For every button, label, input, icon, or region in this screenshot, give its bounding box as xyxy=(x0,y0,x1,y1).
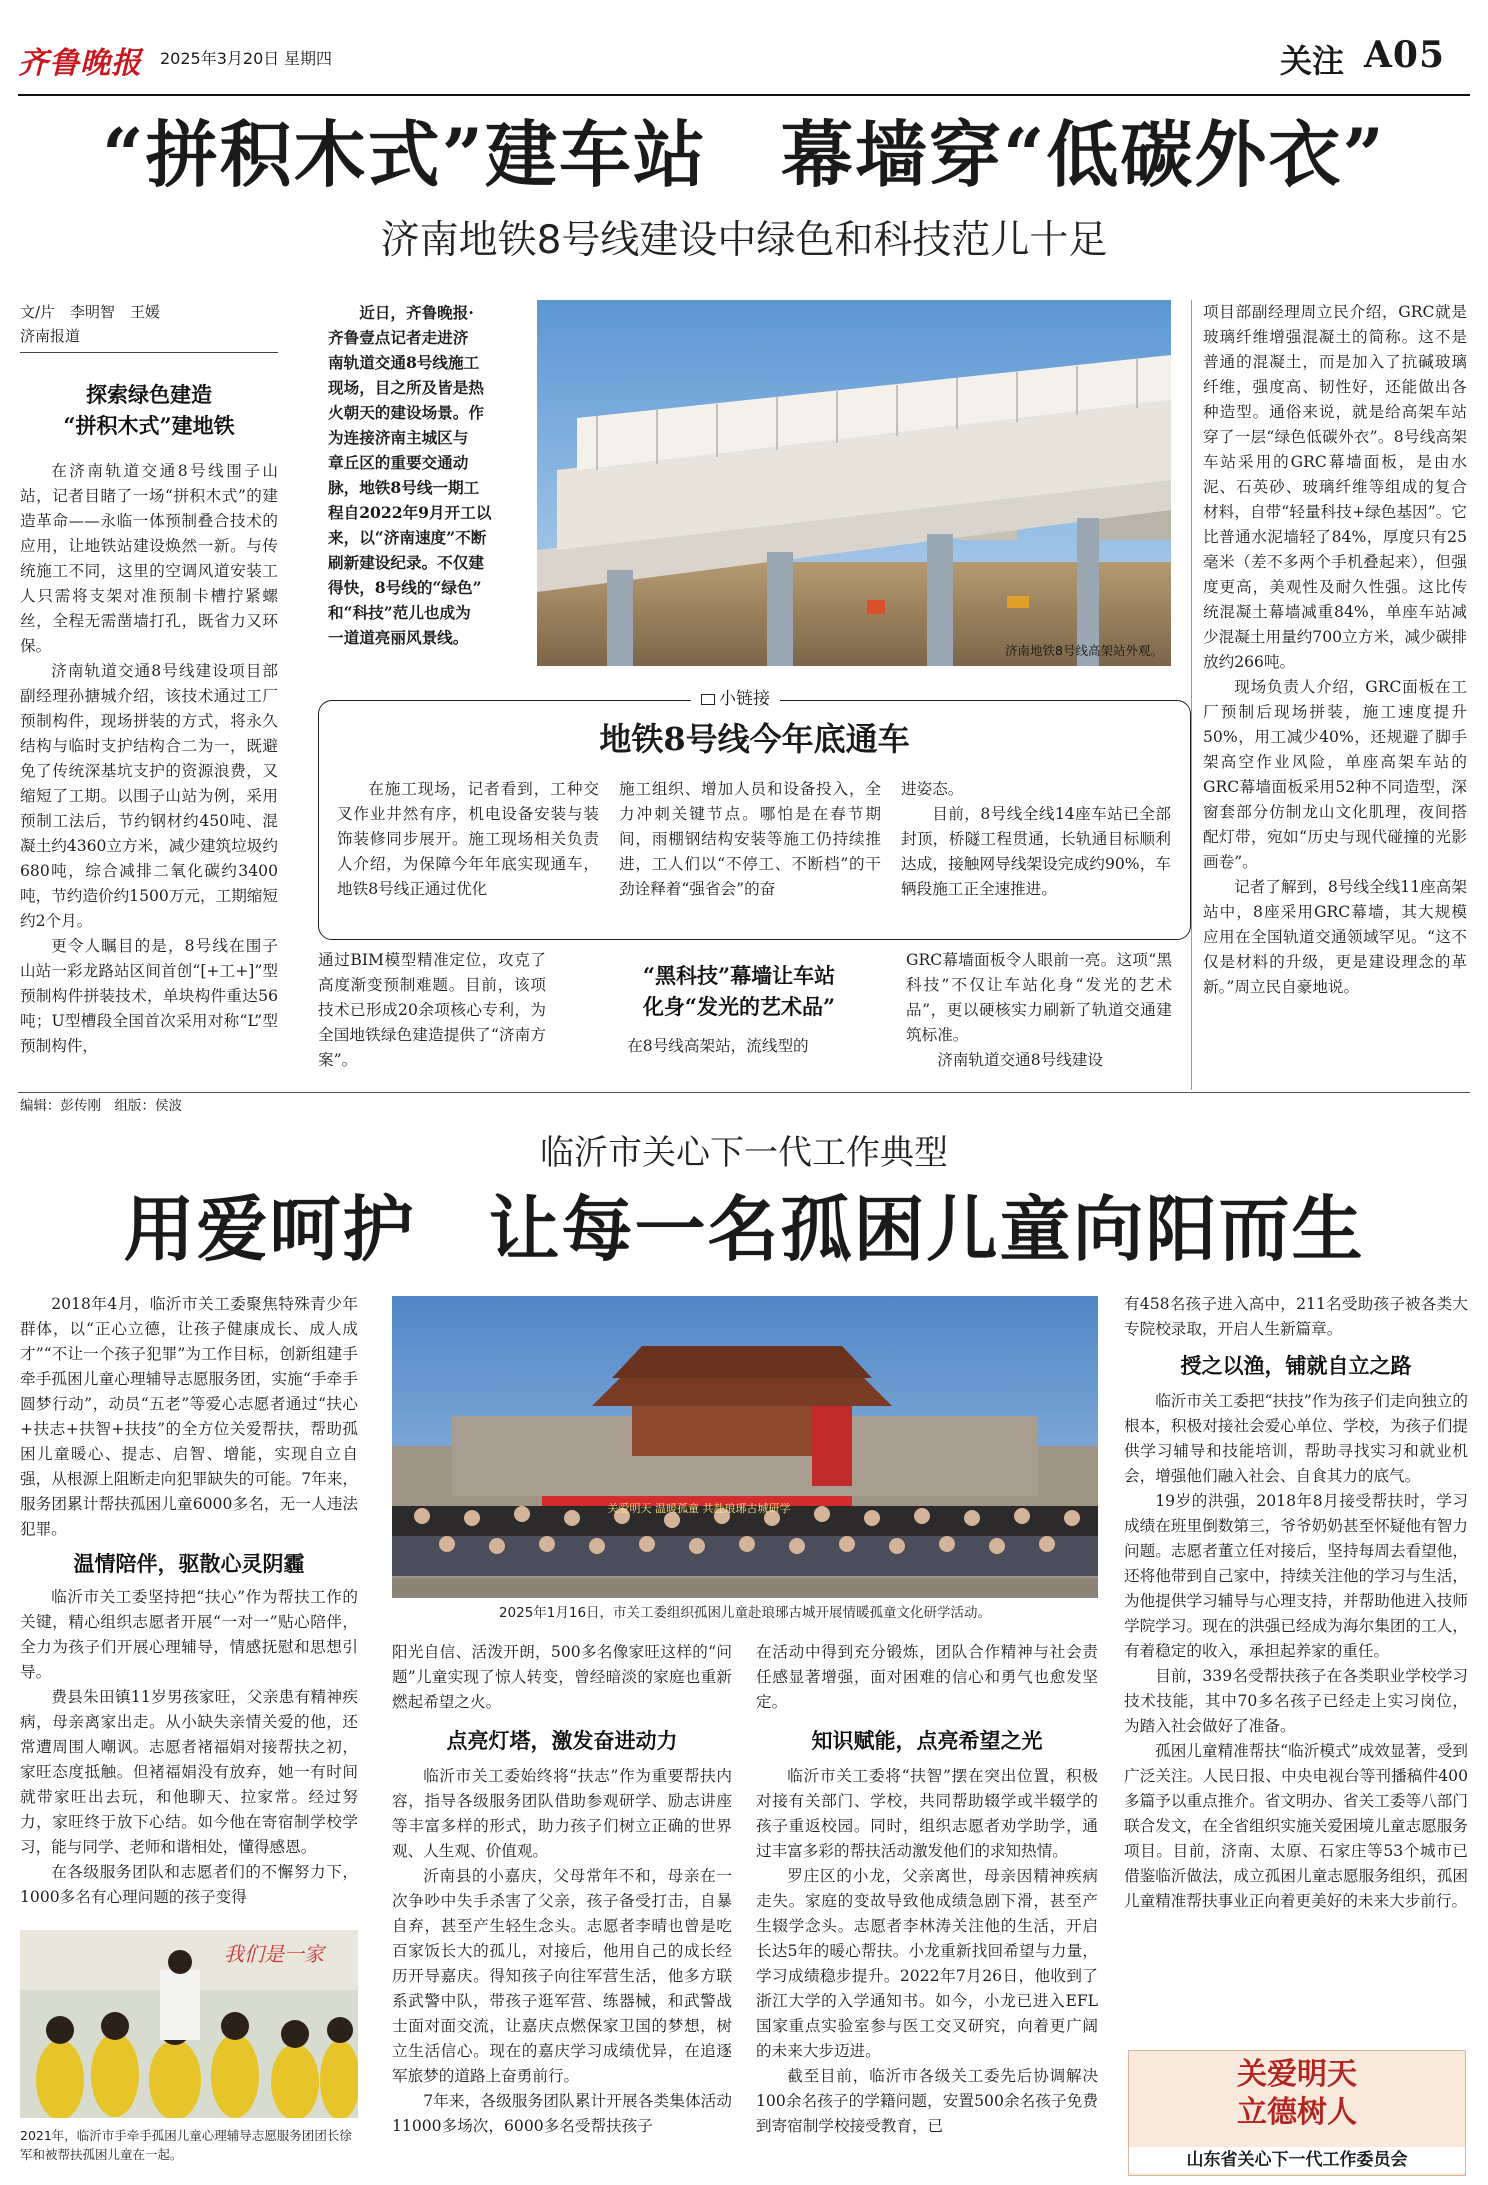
photo-caption-2: 2025年1月16日，市关工委组织孤困儿童赴琅琊古城开展情暖孤童文化研学活动。 xyxy=(498,1605,992,1621)
paragraph: 在济南轨道交通8号线围子山站，记者目睹了一场“拼积木式”的建造革命——永临一体预制叠合技术的应用，让地铁站建设焕然一新。与传统施工不同，这里的空调风道安装工人只需将支架对准预制卡槽拧紧螺丝，全程无需凿墙打孔，既省力又环保。 xyxy=(20,462,278,655)
box-tag: 小链接 xyxy=(691,687,780,711)
paragraph: 记者了解到，8号线全线11座高架站中，8座采用GRC幕墙，其大规模应用在全国轨道交通领域罕见。“这不仅是材料的升级，更是建设理念的革新。”周立民自豪地说。 xyxy=(1203,878,1467,996)
newspaper-logo: 齐鲁晚报 xyxy=(18,46,142,81)
section-name: 关注 xyxy=(1280,42,1345,80)
paragraph: 济南轨道交通8号线建设项目部副经理孙搪城介绍，该技术通过工厂预制构件，现场拼装的方式，将永久结构与临时支护结构合二为一，既避免了传统深基坑支护的资源浪费，又缩短了工期。以围子山站为例，采用预制工法后，节约钢材约450吨、混凝土约4360立方米，减少建筑垃圾约680吨，综合减排二氧化碳约3400吨，节约造价约1500万元，工期缩短约2个月。 xyxy=(20,662,278,930)
story2-colC: 在活动中得到充分锻炼，团队合作精神与社会责任感显著增强，面对困难的信心和勇气也愈发坚定。 知识赋能，点亮希望之光 临沂市关工委将“扶智”摆在突出位置，积极对接有关部门、学校，共同帮助辍学或半辍学的孩子重返校园。同时，组织志愿者劝学助学，通过丰富多彩的帮扶活动激发他们的求知热情。 罗庄区的小龙，父亲离世，母亲因精神疾病走失。家庭的变故导致他成绩急剧下滑，甚至产生辍学念头。志愿者李林涛关注他的生活，开启长达5年的暖心帮扶。小龙重新找回希望与力量，学习成绩稳步提升。2022年7月26日，他收到了浙江大学的入学通知书。如今，小龙已进入EFL国家重点实验室参与医工交叉研究，向着更广阔的未来大步迈进。 截至目前，临沂市各级关工委先后协调解决100余名孩子的学籍问题，安置500余名孩子免费到寄宿制学校接受教育，已 xyxy=(756,1643,1098,2135)
masthead xyxy=(18,32,1470,92)
volunteer-children-photo xyxy=(20,1930,358,2118)
story1-col3: “黑科技”幕墙让车站 化身“发光的艺术品” 在8号线高架站，流线型的 xyxy=(596,960,882,1059)
subhead-3: 温情陪伴，驱散心灵阴霾 xyxy=(73,1551,305,1576)
group-banner-text: 关爱明天 温暖孤童 共赴琅琊古城研学 xyxy=(607,1502,791,1515)
story2-headline: 用爱呵护 让每一名孤困儿童向阳而生 xyxy=(123,1187,1365,1271)
story1-lead: 近日，齐鲁晚报· 齐鲁壹点记者走进济 南轨道交通8号线施工 现场，目之所及皆是热 火朝天的建设场景。作 为连接济南主城区与 章丘区的重要交通动 脉，地铁8号线一期工 程自2022年9月开工以 来，以“济南速度”不断 刷新建设纪录。不仅建 得快，8号线的“绿色” 和“科技”范儿也成为 一道道亮丽风景线。 xyxy=(328,303,492,647)
editor-line: 编辑：彭传刚 组版：侯波 xyxy=(20,1098,182,1114)
ad-footer: 山东省关心下一代工作委员会 xyxy=(1129,2147,1465,2173)
link-icon xyxy=(701,694,715,705)
sidebar-box xyxy=(318,689,1191,940)
box-col3: 进姿态。 目前，8号线全线14座车站已全部封顶，桥隧工程贯通，长轨通目标顺利达成，接触网导线架设完成约90%，车辆段施工正全速推进。 xyxy=(901,780,1171,898)
masthead-rule xyxy=(18,94,1470,96)
paragraph: 项目部副经理周立民介绍，GRC就是玻璃纤维增强混凝土的简称。这不是普通的混凝土，而是加入了抗碱玻璃纤维，强度高、韧性好，还能做出各种造型。通俗来说，就是给高架车站穿了一层“绿色低碳外衣”。8号线高架车站采用的GRC幕墙面板，是由水泥、石英砂、玻璃纤维等组成的复合材料，自带“轻量科技+绿色基因”。它比普通水泥墙轻了84%，厚度只有25毫米（差不多两个手机叠起来），但强度更高，美观性及耐久性强。这比传统混凝土幕墙减重84%，单座车站减少混凝土用量约700立方米，减少碳排放约266吨。 xyxy=(1203,303,1467,671)
column-rule xyxy=(1191,300,1192,1090)
story1-col4-tail: GRC幕墙面板令人眼前一亮。这项“黑科技”不仅让车站化身“发光的艺术品”，更以硬核实力刷新了轨道交通建筑标准。 济南轨道交通8号线建设 xyxy=(906,951,1172,1069)
ad-heading-line1: 关爱明天 xyxy=(1237,2057,1357,2092)
story1-subheadline: 济南地铁8号线建设中绿色和科技范儿十足 xyxy=(380,218,1108,263)
photo-caption: 济南地铁8号线高架站外观。 xyxy=(1005,643,1163,658)
metro-station-photo xyxy=(537,300,1171,666)
subhead-4: 点亮灯塔，激发奋进动力 xyxy=(446,1728,678,1753)
page-number: A05 xyxy=(1364,34,1446,76)
wall-slogan: 我们是一家 xyxy=(224,1942,324,1966)
issue-date: 2025年3月20日 xyxy=(160,49,280,68)
story2-colD: 有458名孩子进入高中，211名受助孩子被各类大专院校录取，开启人生新篇章。 授之以渔，铺就自立之路 临沂市关工委把“扶技”作为孩子们走向独立的根本，积极对接社会爱心单位、学校，为孩子们提供学习辅导和技能培训，帮助寻找实习和就业机会，增强他们融入社会、自食其力的底气。 19岁的洪强，2018年8月接受帮扶时，学习成绩在班里倒数第三，爷爷奶奶甚至怀疑他有智力问题。志愿者董立任对接后，坚持每周去看望他，还将他带到自己家中，持续关注他的学习与生活，为他提供学习辅导与心理支持，并帮助他进入技师学院学习。现在的洪强已经成为海尔集团的工人，有着稳定的收入，承担起养家的重任。 目前，339名受帮扶孩子在各类职业学校学习技术技能，其中70多名孩子已经走上实习岗位，为踏入社会做好了准备。 孤困儿童精准帮扶“临沂模式”成效显著，受到广泛关注。人民日报、中央电视台等刊播稿件400多篇予以重点推介。省文明办、省关工委等八部门联合发文，在全省组织实施关爱困境儿童志愿服务项目。目前，济南、太原、石家庄等53个城市已借鉴临沂做法，成立孤困儿童志愿服务组织，孤困儿童精准帮扶事业正向着更美好的未来大步前行。 xyxy=(1124,1295,1468,1910)
story2-colB: 阳光自信、活泼开朗，500多名像家旺这样的“问题”儿童实现了惊人转变，曾经暗淡的家庭也重新燃起希望之火。 点亮灯塔，激发奋进动力 临沂市关工委始终将“扶志”作为重要帮扶内容，指导各级服务团队借助参观研学、励志讲座等丰富多样的形式，助力孩子们树立正确的世界观、人生观、价值观。 沂南县的小嘉庆，父母常年不和，母亲在一次争吵中失手杀害了父亲，孩子备受打击，自暴自弃，甚至产生轻生念头。志愿者李晴也曾是吃百家饭长大的孤儿，对接后，他用自己的成长经历开导嘉庆。得知孩子向往军营生活，他多方联系武警中队，带孩子逛军营、练器械，和武警战士面对面交流，让嘉庆点燃保家卫国的梦想，树立生活信心。现在的嘉庆学习成绩优异，在追逐军旅梦的道路上奋勇前行。 7年来，各级服务团队累计开展各类集体活动11000多场次，6000多名受帮扶孩子 xyxy=(392,1643,732,2135)
byline-rule xyxy=(20,352,278,353)
group-study-tour-photo xyxy=(392,1296,1098,1598)
ancient-city-group-illustration xyxy=(392,1296,1098,1598)
issue-weekday: 星期四 xyxy=(284,49,333,68)
story1-col5 xyxy=(1203,300,1467,1000)
section-rule xyxy=(18,1092,1470,1093)
box-col1: 在施工现场，记者看到，工种交叉作业井然有序，机电设备安装与装饰装修同步展开。施工现场相关负责人介绍，为保障今年年底实现通车，地铁8号线正通过优化 xyxy=(337,780,599,898)
subhead-2: “黑科技”幕墙让车站 化身“发光的艺术品” xyxy=(642,963,836,1019)
box-title: 地铁8号线今年底通车 xyxy=(599,720,910,758)
paragraph: 现场负责人介绍，GRC面板在工厂预制后现场拼装，施工速度提升50%，用工减少40%，还规避了脚手架高空作业风险，单座高架车站的GRC幕墙面板采用52种不同造型，深窗套部分仿制龙山文化肌理，夜间搭配灯带，宛如“历史与现代碰撞的光影画卷”。 xyxy=(1203,678,1467,871)
story1-col1 xyxy=(20,300,278,1059)
story2-kicker: 临沂市关心下一代工作典型 xyxy=(540,1133,948,1173)
story1-col2-tail: 通过BIM模型精准定位，攻克了高度渐变预制难题。目前，该项技术已形成20余项核心专利，为全国地铁绿色建造提供了“济南方案”。 xyxy=(318,951,546,1069)
box-col2: 施工组织、增加人员和设备投入，全力冲刺关键节点。哪怕是在春节期间，雨棚钢结构安装等施工仍持续推进，工人们以“不停工、不断档”的干劲诠释着“强省会”的奋 xyxy=(619,780,881,898)
subhead-6: 授之以渔，铺就自立之路 xyxy=(1180,1353,1412,1378)
paragraph: 更令人瞩目的是，8号线在围子山站一彩龙路站区间首创“[+工+]”型预制构件拼装技术，单块构件重达56吨；U型槽段全国首次采用对称“L”型预制构件， xyxy=(20,937,278,1055)
subhead-5: 知识赋能，点亮希望之光 xyxy=(811,1728,1043,1753)
subhead-1: 探索绿色建造 “拼积木式”建地铁 xyxy=(63,382,235,438)
public-service-ad xyxy=(1128,2050,1466,2176)
story1-headline: “拼积木式”建车站 幕墙穿“低碳外衣” xyxy=(102,112,1386,197)
small-photo-caption: 2021年，临沂市手牵手孤困儿童心理辅导志愿服务团团长徐军和被帮扶孤困儿童在一起。 xyxy=(20,2128,352,2162)
elevated-station-illustration xyxy=(537,300,1171,666)
ad-heading-line2: 立德树人 xyxy=(1237,2095,1357,2130)
story2-colA: 2018年4月，临沂市关工委聚焦特殊青少年群体，以“正心立德，让孩子健康成长、成人成才”“不让一个孩子犯罪”为工作目标，创新组建手牵手孤困儿童心理辅导志愿服务团，实施“手牵手圆梦行动”，动员“五老”等爱心志愿者通过“扶心+扶志+扶智+扶技”的全方位关爱帮扶，帮助孤困儿童暖心、提志、启智、增能，实现自立自强，从根源上阻断走向犯罪缺失的可能。7年来，服务团累计帮扶孤困儿童6000多名，无一人违法犯罪。 温情陪伴，驱散心灵阴霾 临沂市关工委坚持把“扶心”作为帮扶工作的关键，精心组织志愿者开展“一对一”贴心陪伴，全力为孩子们开展心理辅导，情感抚慰和思想引导。 费县朱田镇11岁男孩家旺，父亲患有精神疾病，母亲离家出走。从小缺失亲情关爱的他，还常遭周围人嘲讽。志愿者褚福娟对接帮扶之初，家旺态度抵触。但褚福娟没有放弃，她一有时间就带家旺出去玩，和他聊天、拉家常。经过努力，家旺终于放下心结。如今他在寄宿制学校学习，能与同学、老师和谐相处，懂得感恩。 在各级服务团队和志愿者们的不懈努力下，1000多名有心理问题的孩子变得 xyxy=(20,1295,358,1906)
byline: 文/片 李明智 王媛 济南报道 xyxy=(20,303,161,345)
